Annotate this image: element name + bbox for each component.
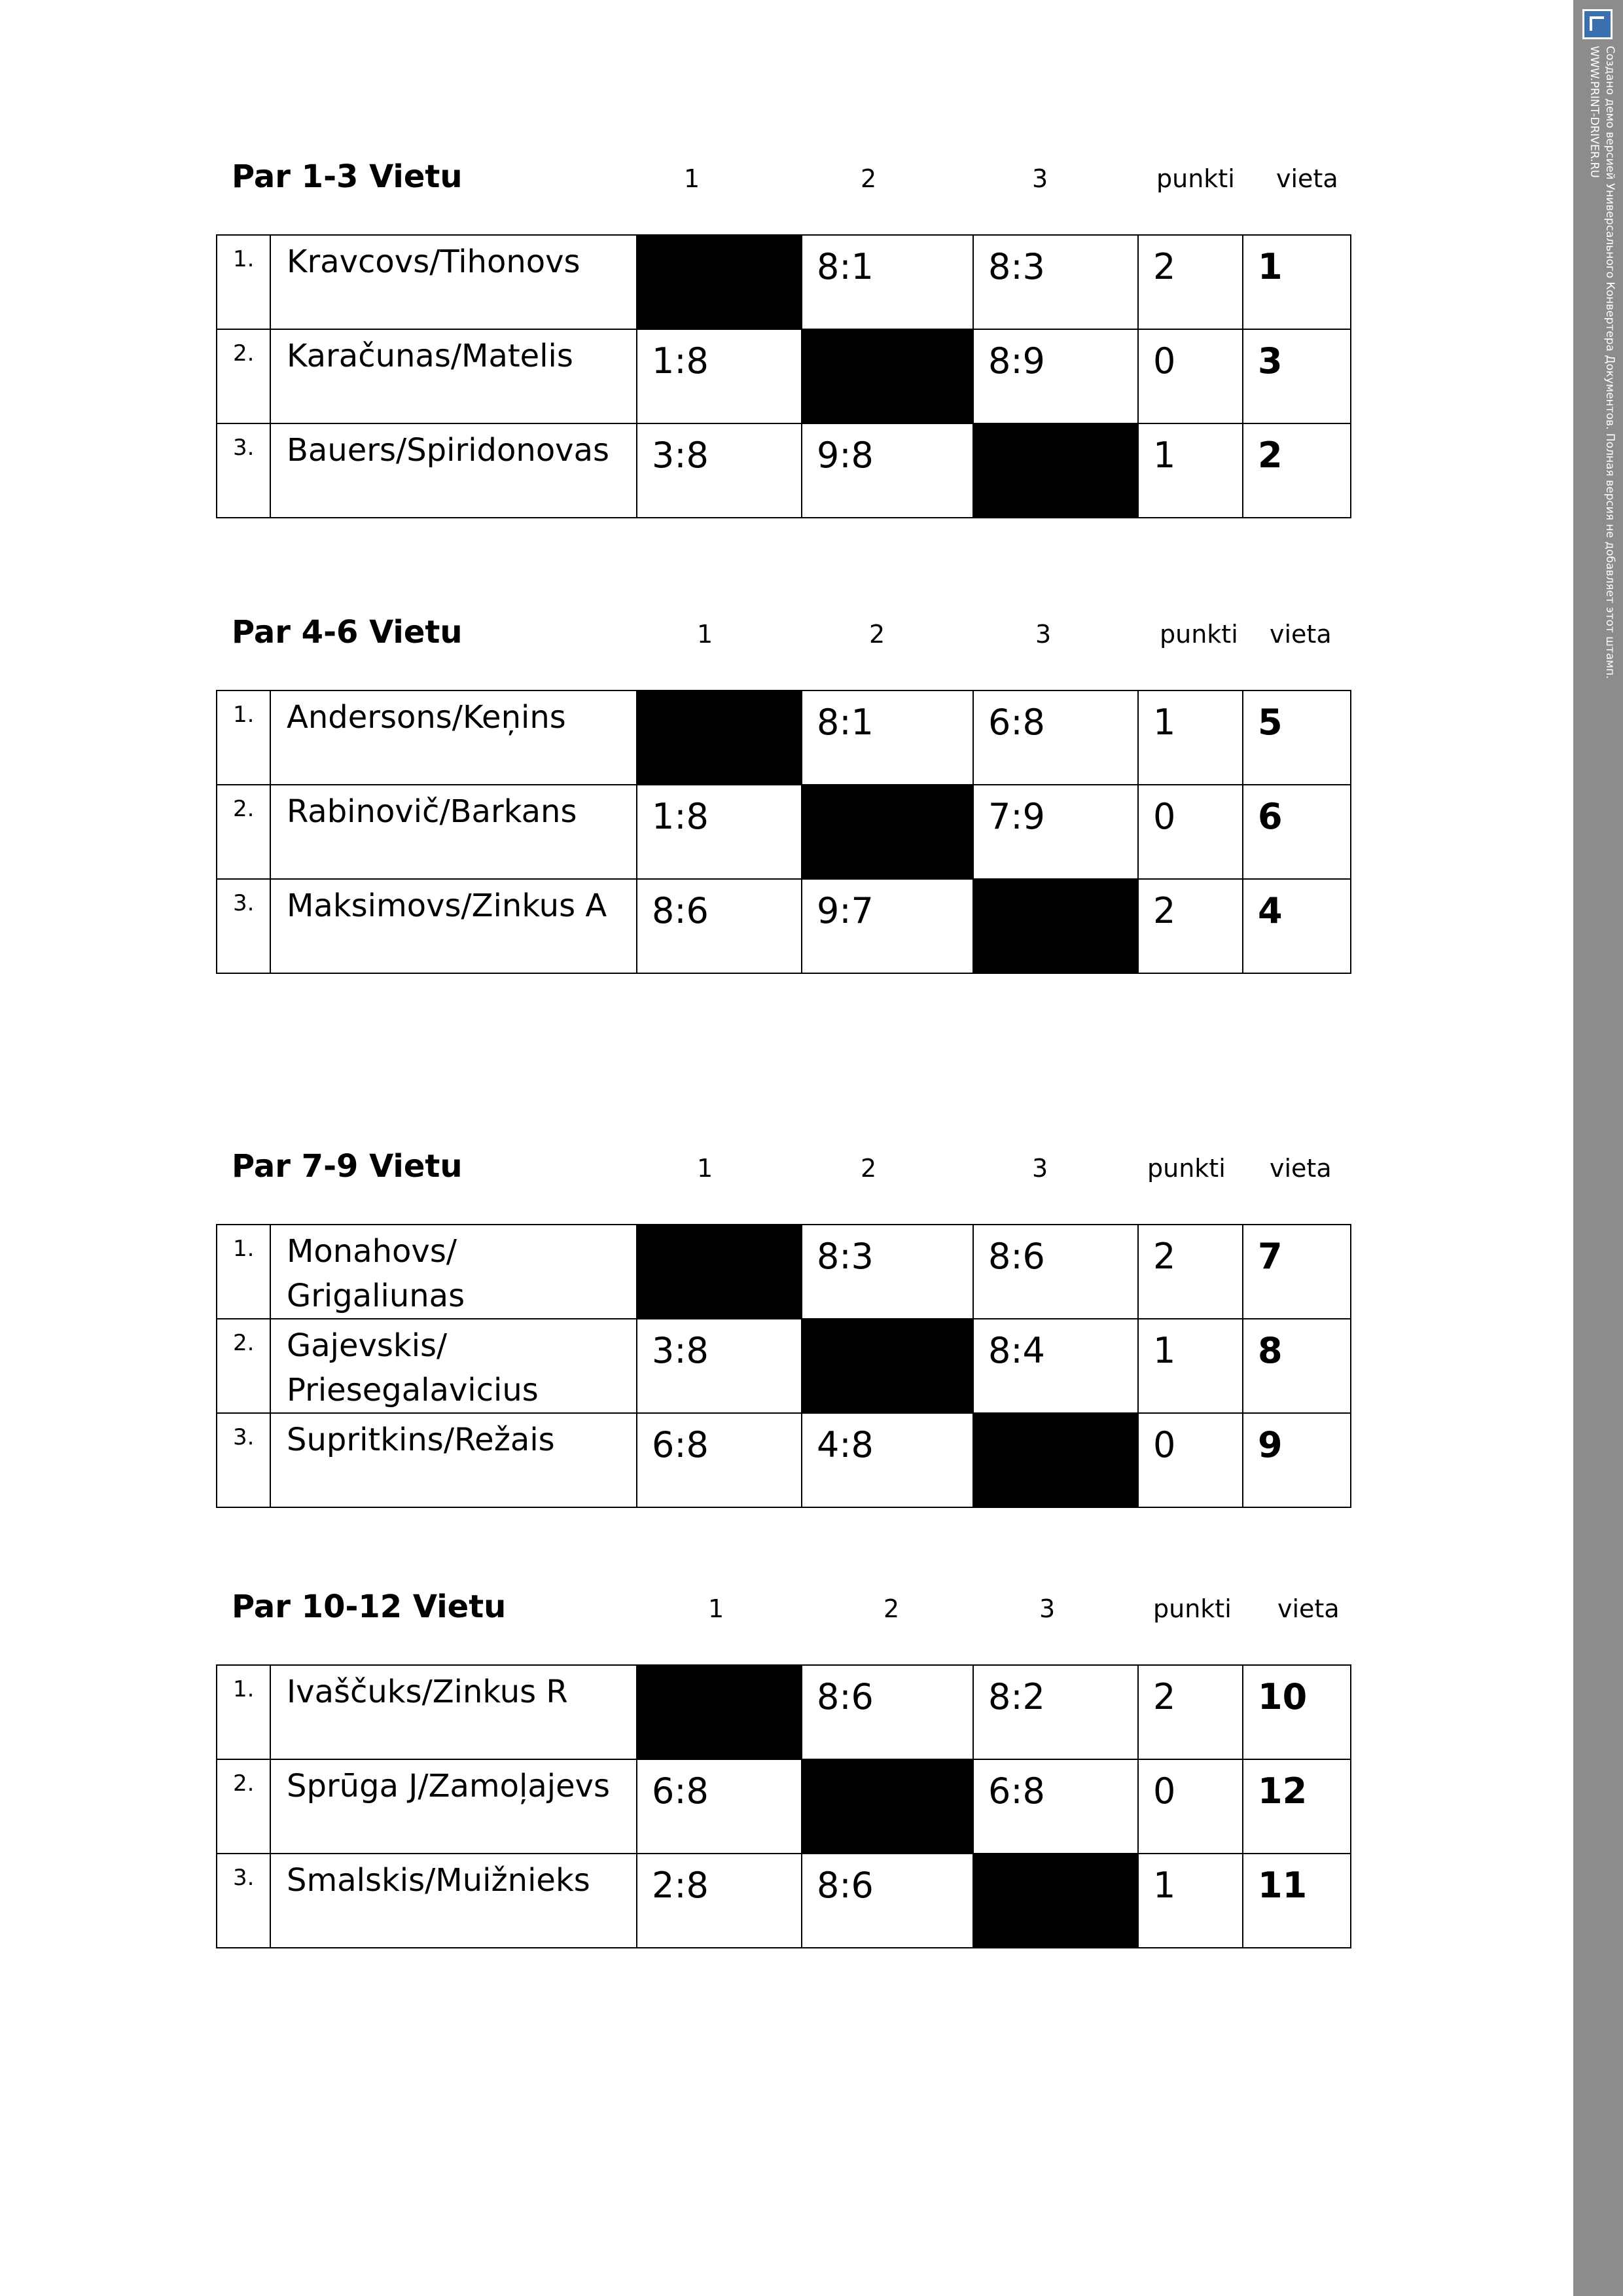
score-cell: 1:8 — [637, 785, 802, 879]
score-cell: 8:1 — [802, 235, 973, 329]
score-cell: 8:6 — [973, 1225, 1138, 1319]
col-header-2: 2 — [869, 620, 885, 649]
col-header-vieta: vieta — [1276, 164, 1338, 193]
col-header-1: 1 — [697, 620, 713, 649]
col-header-1: 1 — [684, 164, 700, 193]
place-cell: 2 — [1243, 423, 1351, 518]
score-cell: 8:6 — [802, 1854, 973, 1948]
place-cell: 6 — [1243, 785, 1351, 879]
section-title: Par 10-12 Vietu — [232, 1588, 507, 1625]
table-row — [217, 691, 1351, 785]
col-header-3: 3 — [1032, 164, 1048, 193]
pair-name: Andersons/Keņins — [270, 691, 637, 785]
self-cell — [973, 423, 1138, 518]
self-cell — [637, 1665, 802, 1759]
col-header-punkti: punkti — [1160, 620, 1238, 649]
table-row — [217, 1854, 1351, 1948]
points-cell: 1 — [1138, 1854, 1243, 1948]
row-number: 2. — [217, 785, 270, 879]
score-cell: 6:8 — [973, 691, 1138, 785]
section-header — [216, 157, 1351, 209]
results-table — [216, 234, 1351, 518]
table-row — [217, 1225, 1351, 1319]
score-cell: 6:8 — [973, 1759, 1138, 1854]
place-cell: 11 — [1243, 1854, 1351, 1948]
place-cell: 4 — [1243, 879, 1351, 973]
place-cell: 3 — [1243, 329, 1351, 423]
place-cell: 7 — [1243, 1225, 1351, 1319]
row-number: 1. — [217, 1225, 270, 1319]
self-cell — [802, 329, 973, 423]
pair-name: Smalskis/Muižnieks — [270, 1854, 637, 1948]
pair-name: Gajevskis/ Priesegalavicius — [270, 1319, 637, 1413]
section-header — [216, 613, 1351, 665]
col-header-2: 2 — [883, 1594, 900, 1623]
table-row — [217, 235, 1351, 329]
section-par-1-3 — [216, 157, 1351, 476]
score-cell: 3:8 — [637, 1319, 802, 1413]
col-header-vieta: vieta — [1270, 620, 1332, 649]
watermark-line-2: WWW.PRINT-DRIVER.RU — [1588, 46, 1601, 178]
row-number: 3. — [217, 1854, 270, 1948]
points-cell: 0 — [1138, 785, 1243, 879]
points-cell: 2 — [1138, 1665, 1243, 1759]
pair-name: Kravcovs/Tihonovs — [270, 235, 637, 329]
row-number: 1. — [217, 1665, 270, 1759]
self-cell — [802, 1319, 973, 1413]
self-cell — [802, 1759, 973, 1854]
score-cell: 6:8 — [637, 1413, 802, 1507]
col-header-2: 2 — [861, 1154, 877, 1183]
col-header-vieta: vieta — [1277, 1594, 1340, 1623]
place-cell: 9 — [1243, 1413, 1351, 1507]
pair-name: Supritkins/Režais — [270, 1413, 637, 1507]
score-cell: 4:8 — [802, 1413, 973, 1507]
points-cell: 0 — [1138, 1759, 1243, 1854]
section-title: Par 1-3 Vietu — [232, 158, 463, 195]
section-header — [216, 1147, 1351, 1199]
pair-name: Maksimovs/Zinkus A — [270, 879, 637, 973]
score-cell: 8:2 — [973, 1665, 1138, 1759]
col-header-1: 1 — [708, 1594, 724, 1623]
place-cell: 1 — [1243, 235, 1351, 329]
score-cell: 9:7 — [802, 879, 973, 973]
row-number: 3. — [217, 423, 270, 518]
col-header-3: 3 — [1035, 620, 1052, 649]
col-header-2: 2 — [861, 164, 877, 193]
points-cell: 2 — [1138, 879, 1243, 973]
col-header-punkti: punkti — [1153, 1594, 1232, 1623]
table-row — [217, 1665, 1351, 1759]
pair-name: Karačunas/Matelis — [270, 329, 637, 423]
table-row — [217, 1319, 1351, 1413]
score-cell: 2:8 — [637, 1854, 802, 1948]
col-header-punkti: punkti — [1147, 1154, 1226, 1183]
points-cell: 1 — [1138, 691, 1243, 785]
self-cell — [973, 1854, 1138, 1948]
score-cell: 8:6 — [637, 879, 802, 973]
table-row — [217, 329, 1351, 423]
place-cell: 5 — [1243, 691, 1351, 785]
place-cell: 12 — [1243, 1759, 1351, 1854]
self-cell — [637, 1225, 802, 1319]
self-cell — [637, 235, 802, 329]
section-par-10-12 — [216, 1587, 1351, 1906]
section-par-7-9 — [216, 1147, 1351, 1465]
points-cell: 2 — [1138, 1225, 1243, 1319]
row-number: 1. — [217, 235, 270, 329]
col-header-punkti: punkti — [1156, 164, 1235, 193]
results-table — [216, 1664, 1351, 1948]
score-cell: 8:6 — [802, 1665, 973, 1759]
self-cell — [973, 879, 1138, 973]
row-number: 1. — [217, 691, 270, 785]
section-header — [216, 1587, 1351, 1640]
table-row — [217, 423, 1351, 518]
pair-name: Monahovs/ Grigaliunas — [270, 1225, 637, 1319]
row-number: 2. — [217, 329, 270, 423]
row-number: 2. — [217, 1319, 270, 1413]
points-cell: 1 — [1138, 1319, 1243, 1413]
score-cell: 6:8 — [637, 1759, 802, 1854]
points-cell: 0 — [1138, 329, 1243, 423]
score-cell: 8:9 — [973, 329, 1138, 423]
place-cell: 10 — [1243, 1665, 1351, 1759]
score-cell: 1:8 — [637, 329, 802, 423]
score-cell: 3:8 — [637, 423, 802, 518]
row-number: 3. — [217, 879, 270, 973]
place-cell: 8 — [1243, 1319, 1351, 1413]
row-number: 3. — [217, 1413, 270, 1507]
self-cell — [973, 1413, 1138, 1507]
table-row — [217, 785, 1351, 879]
pair-name: Ivaščuks/Zinkus R — [270, 1665, 637, 1759]
table-row — [217, 1759, 1351, 1854]
pair-name: Rabinovič/Barkans — [270, 785, 637, 879]
table-row — [217, 1413, 1351, 1507]
section-par-4-6 — [216, 613, 1351, 931]
pair-name: Sprūga J/Zamoļajevs — [270, 1759, 637, 1854]
col-header-vieta: vieta — [1270, 1154, 1332, 1183]
col-header-3: 3 — [1032, 1154, 1048, 1183]
score-cell: 8:3 — [802, 1225, 973, 1319]
points-cell: 2 — [1138, 235, 1243, 329]
col-header-1: 1 — [697, 1154, 713, 1183]
pair-name: Bauers/Spiridonovas — [270, 423, 637, 518]
results-table — [216, 1224, 1351, 1508]
converter-logo-icon — [1582, 9, 1613, 39]
results-table — [216, 690, 1351, 974]
self-cell — [802, 785, 973, 879]
points-cell: 1 — [1138, 423, 1243, 518]
score-cell: 9:8 — [802, 423, 973, 518]
score-cell: 8:4 — [973, 1319, 1138, 1413]
row-number: 2. — [217, 1759, 270, 1854]
self-cell — [637, 691, 802, 785]
points-cell: 0 — [1138, 1413, 1243, 1507]
score-cell: 8:3 — [973, 235, 1138, 329]
watermark-line-1: Создано демо версией Универсального Конвертера Документов. Полная версия не добавляет этот штамп. — [1603, 46, 1616, 679]
score-cell: 7:9 — [973, 785, 1138, 879]
section-title: Par 7-9 Vietu — [232, 1148, 463, 1185]
col-header-3: 3 — [1039, 1594, 1056, 1623]
section-title: Par 4-6 Vietu — [232, 614, 463, 651]
table-row — [217, 879, 1351, 973]
watermark-text — [1586, 46, 1618, 679]
score-cell: 8:1 — [802, 691, 973, 785]
